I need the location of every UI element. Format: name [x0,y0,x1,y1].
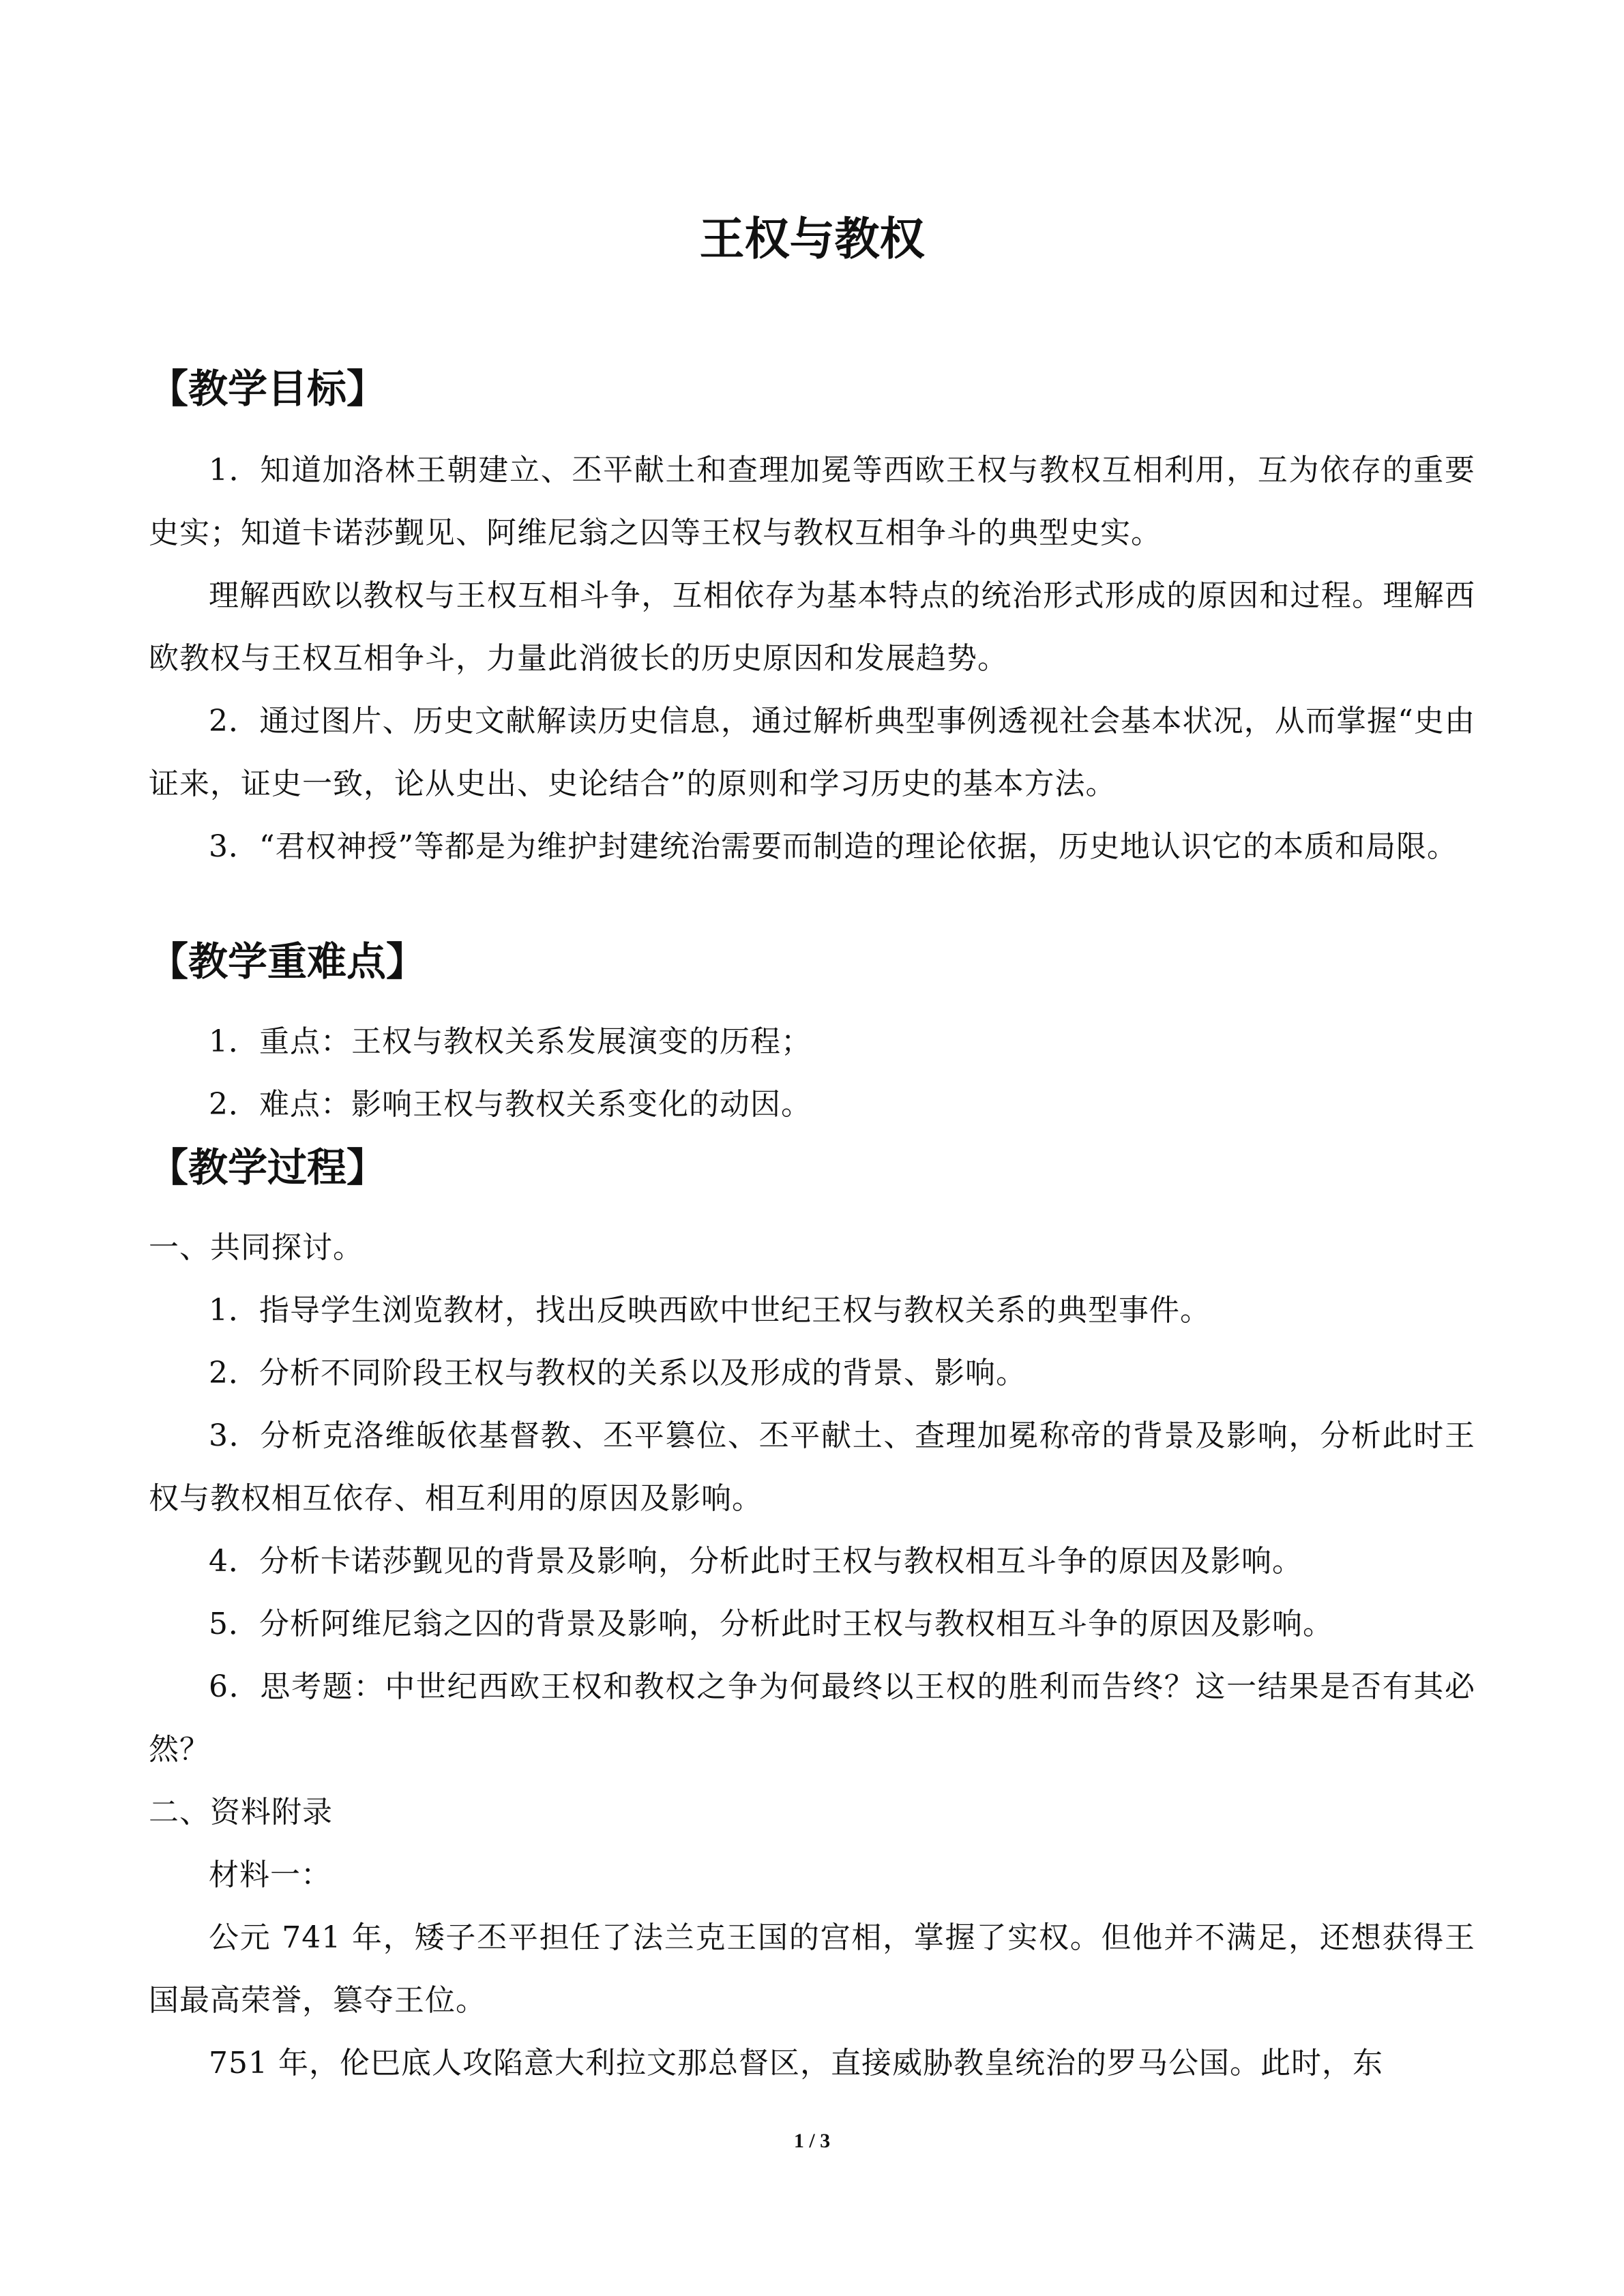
process-item-4: 4．分析卡诺莎觐见的背景及影响，分析此时王权与教权相互斗争的原因及影响。 [209,1544,1303,1579]
section-heading-key-points: 【教学重难点】 [149,938,426,985]
process-item-1: 1．指导学生浏览教材，找出反映西欧中世纪王权与教权关系的典型事件。 [209,1293,1211,1328]
objective-paragraph-3: 2．通过图片、历史文献解读历史信息，通过解析典型事例透视社会基本状况，从而掌握“史由证来，证史一致，论从史出、史论结合”的原则和学习历史的基本方法。 [149,704,1475,801]
section-heading-objectives: 【教学目标】 [149,366,387,412]
document-title: 王权与教权 [699,213,925,265]
objective-paragraph-1: 1．知道加洛林王朝建立、丕平献土和查理加冕等西欧王权与教权互相利用，互为依存的重要史实；知道卡诺莎觐见、阿维尼翁之囚等王权与教权互相争斗的典型史实。 [149,453,1475,550]
objective-paragraph-2: 理解西欧以教权与王权互相斗争，互相依存为基本特点的统治形式形成的原因和过程。理解西欧教权与王权互相争斗，力量此消彼长的历史原因和发展趋势。 [149,578,1475,676]
process-item-3: 3．分析克洛维皈依基督教、丕平篡位、丕平献土、查理加冕称帝的背景及影响，分析此时王权与教权相互依存、相互利用的原因及影响。 [149,1418,1475,1516]
key-point-1: 1．重点：王权与教权关系发展演变的历程； [209,1024,812,1059]
section-heading-process: 【教学过程】 [149,1144,387,1191]
material-paragraph-1: 公元 741 年，矮子丕平担任了法兰克王国的宫相，掌握了实权。但他并不满足，还想获得王国最高荣誉，篡夺王位。 [149,1920,1475,2018]
process-item-5: 5．分析阿维尼翁之囚的背景及影响，分析此时王权与教权相互斗争的原因及影响。 [209,1607,1333,1641]
page-number: 1 / 3 [793,2130,831,2152]
process-part2-title: 二、资料附录 [149,1795,333,1830]
material-label: 材料一： [209,1858,331,1892]
process-item-2: 2．分析不同阶段王权与教权的关系以及形成的背景、影响。 [209,1356,1027,1390]
objective-paragraph-4: 3．“君权神授”等都是为维护封建统治需要而制造的理论依据，历史地认识它的本质和局限。 [209,829,1458,864]
material-paragraph-2: 751 年，伦巴底人攻陷意大利拉文那总督区，直接威胁教皇统治的罗马公国。此时，东 [209,2046,1383,2081]
key-point-2: 2．难点：影响王权与教权关系变化的动因。 [209,1087,812,1122]
process-part1-title: 一、共同探讨。 [149,1230,364,1265]
process-item-6: 6．思考题：中世纪西欧王权和教权之争为何最终以王权的胜利而告终？这一结果是否有其必然？ [149,1669,1475,1767]
